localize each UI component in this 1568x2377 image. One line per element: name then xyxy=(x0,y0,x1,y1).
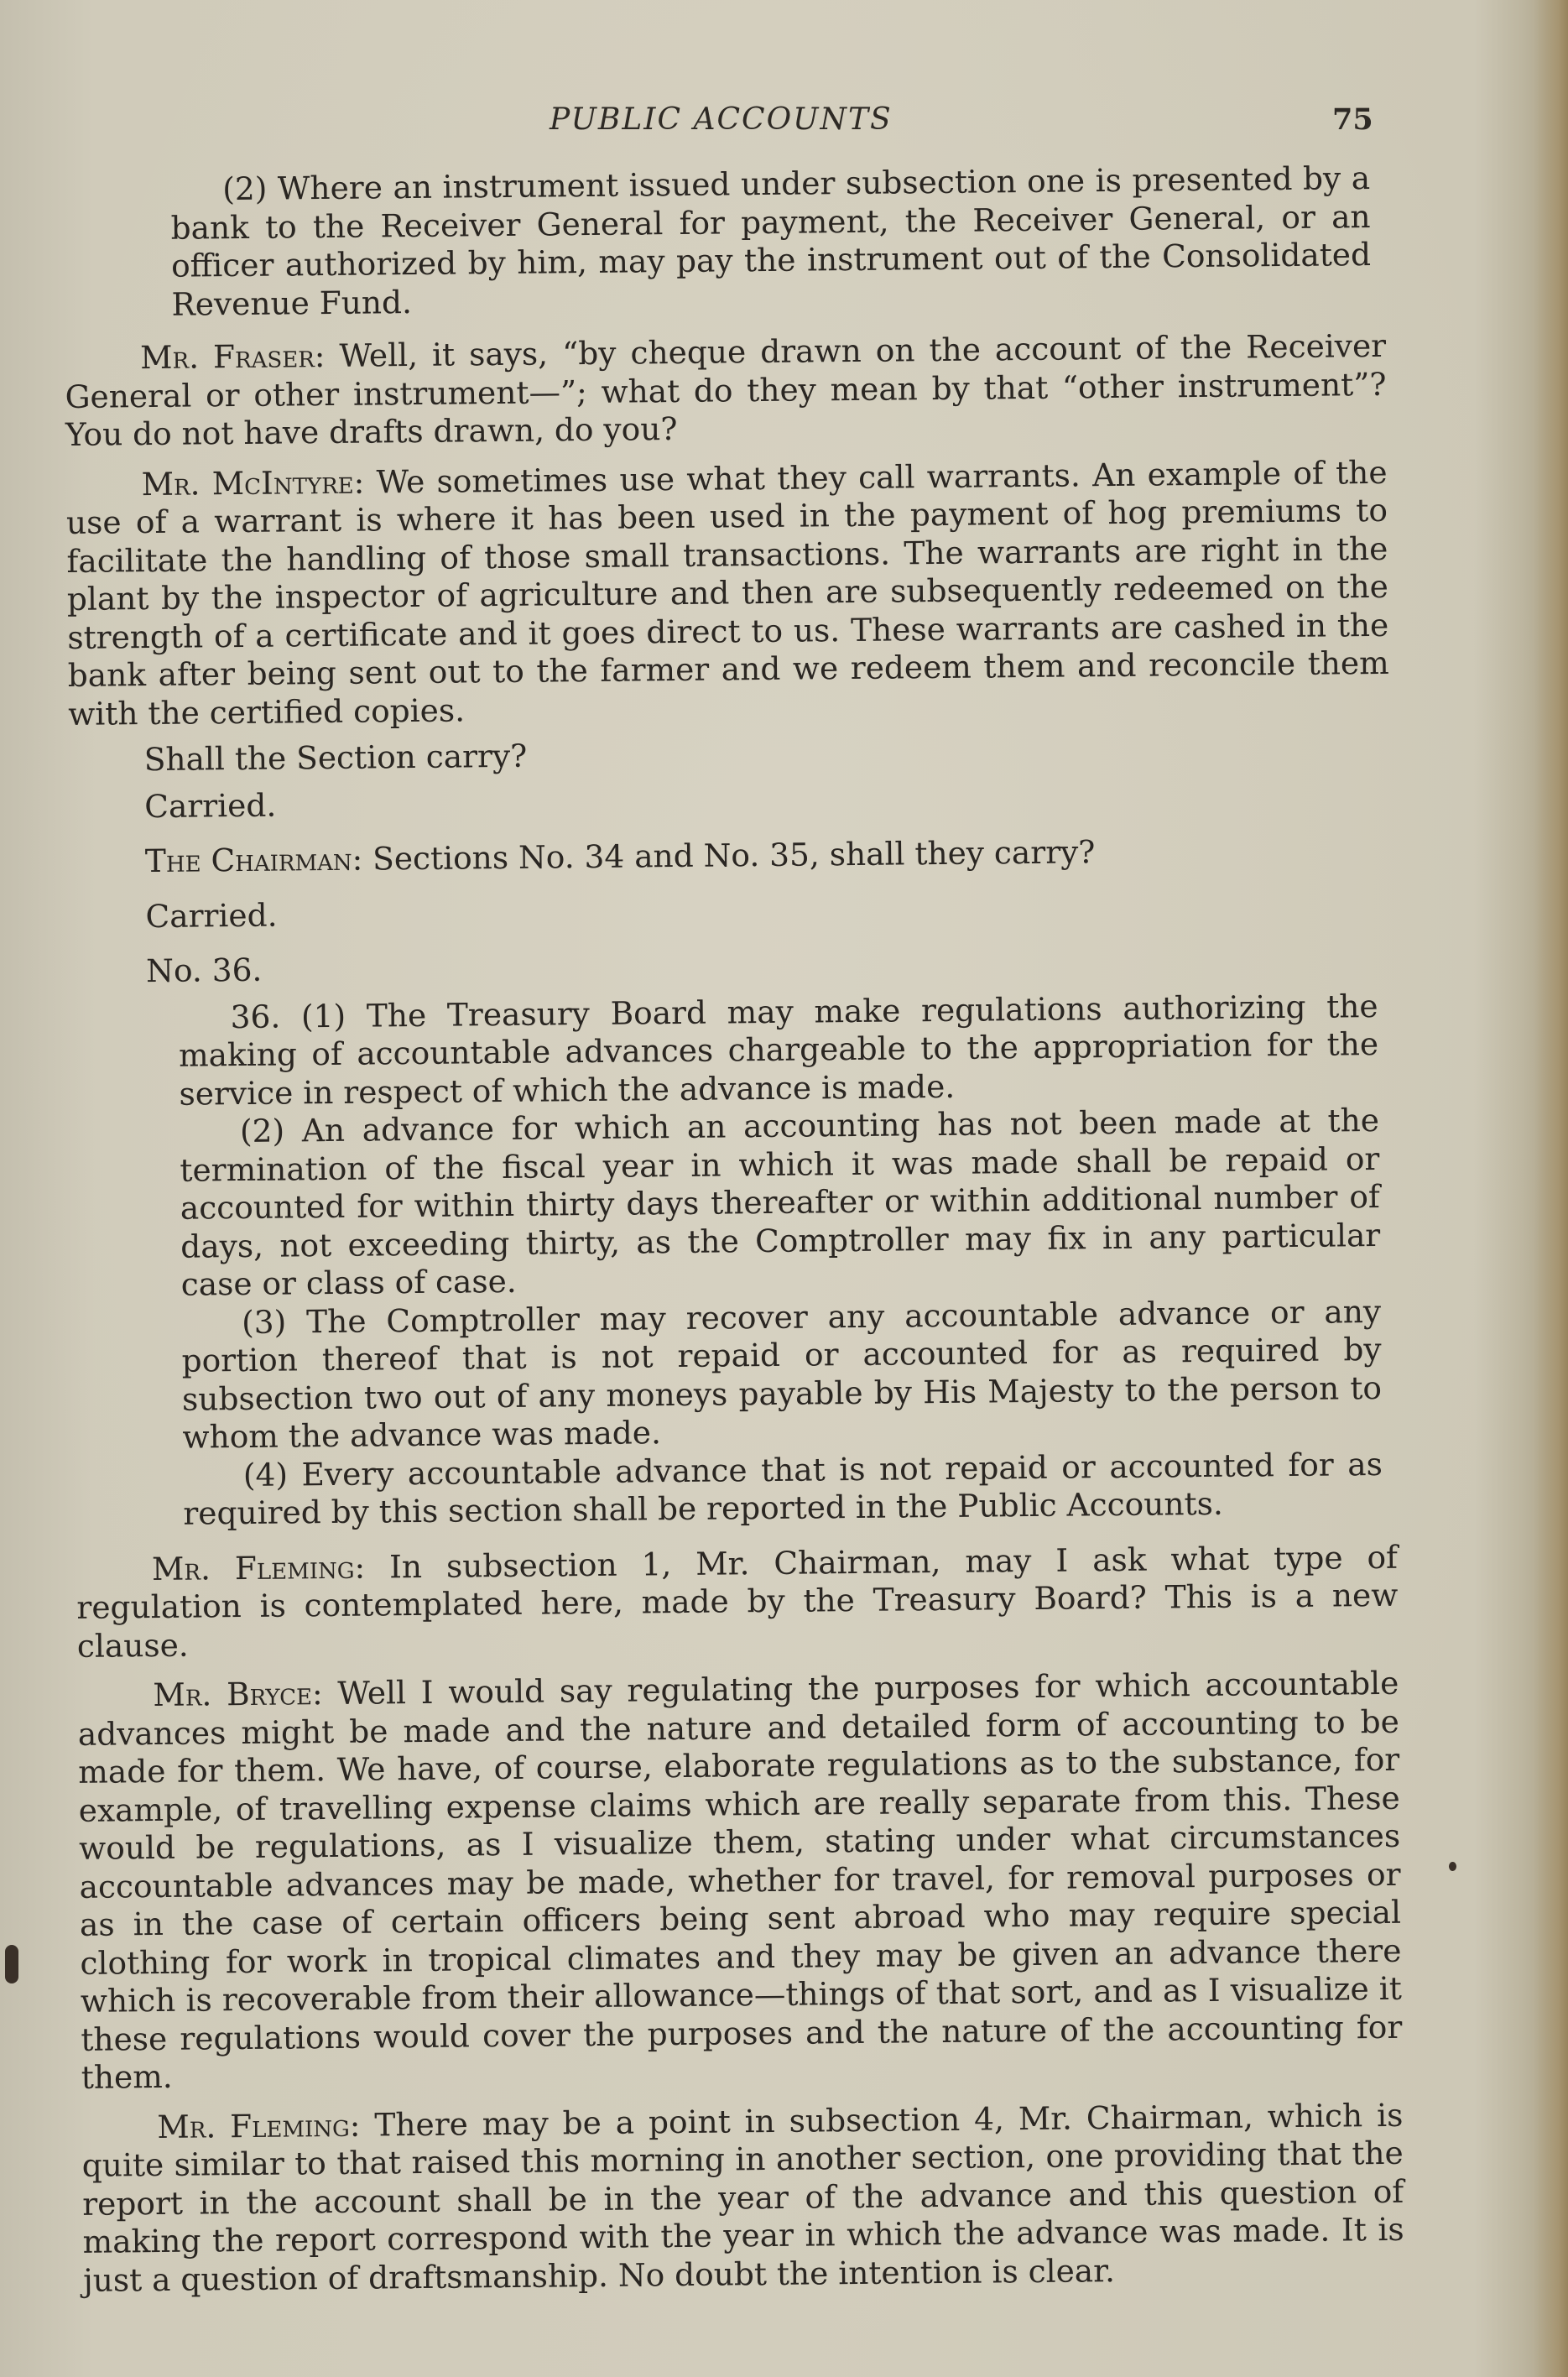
quoted-subsection xyxy=(74,1292,1383,1457)
quoted-subsection xyxy=(76,1445,1383,1534)
speech-text: Well I would say regulating the purposes for which accountable advances might be made and the nature and detailed form of accounting to be made for them. We have, of course, elaborate regulations as to the substance, for example, of travelling expense claims which are really separate from this. These would be regulations, as I visualize them, stating under what circumstances accountable advances may be made, whether for travel, for removal purposes or as in the case of certain officers being sent abroad who may require special clothing for work in tropical climates and they may be given an advance there which is recoverable from their allowance—things of that sort, and as I visualize it these regulations would cover the purposes and the nature of the accounting for them. xyxy=(77,1664,1403,2096)
procedural-line: Carried. xyxy=(144,786,277,825)
speaker-name: Mr. Fleming: xyxy=(151,1548,366,1587)
speech-text: There may be a point in subsection 4, Mr. Chairman, which is quite similar to that raised this morning in another section, one providing that the report in the account shall be in the year of the advance and this question of making the report correspond with the year in which the advance was made. It is just a question of draftsmanship. No doubt the intention is clear. xyxy=(81,2096,1404,2299)
section-number: No. 36. xyxy=(145,951,263,990)
page-body xyxy=(63,159,1404,2300)
quoted-subsection xyxy=(72,1102,1381,1305)
speaker-name: The Chairman: xyxy=(144,840,363,880)
page-number: 75 xyxy=(1332,102,1373,137)
speech-text: Sections No. 34 and No. 35, shall they carry? xyxy=(372,833,1096,878)
speech-text: In subsection 1, Mr. Chairman, may I ask what type of regulation is contemplated here, made by the Treasury Board? This is a new clause. xyxy=(76,1538,1399,1665)
speaker-name: Mr. Fleming: xyxy=(157,2106,361,2145)
speaker-name: Mr. McIntyre: xyxy=(141,463,365,503)
running-head: PUBLIC ACCOUNTS xyxy=(550,102,893,137)
quote-text: (2) An advance for which an accounting has not been made at the termination of the fiscal year in which it was made shall be repaid or accounted for within thirty days thereafter or within additional number of days, not exceeding thirty, as the Comptroller may fix in any particular case or class of case. xyxy=(180,1101,1381,1303)
quote-text: (4) Every accountable advance that is not repaid or accounted for as required by this section shall be reported in the Public Accounts. xyxy=(183,1445,1383,1532)
speech-paragraph xyxy=(70,831,1391,882)
speech-text: Well, it says, “by cheque drawn on the account of the Receiver General or other instrument—”; what do they mean by that “other instrument”? You do not have drafts drawn, do you? xyxy=(65,326,1387,453)
speaker-name: Mr. Bryce: xyxy=(153,1675,323,1714)
ink-speck xyxy=(5,1945,18,1983)
procedural-line: Carried. xyxy=(145,896,278,935)
speech-text: We sometimes use what they call warrants. An example of the use of a warrant is where it has been used in the payment of hog premiums to facilitate the handling of those small transactions. The warrants are right in the plant by the inspector of agriculture and then are subsequently redeemed on the strength of a certificate and it goes direct to us. These warrants are cashed in the bank after being sent out to the farmer and we redeem them and reconcile them with the certified copies. xyxy=(65,453,1389,732)
quote-text: 36. (1) The Treasury Board may make regulations authorizing the making of accountable advances chargeable to the appropriation for the service in respect of which the advance is made. xyxy=(178,987,1379,1113)
speaker-name: Mr. Fraser: xyxy=(139,337,326,377)
quoted-subsection xyxy=(70,987,1378,1113)
speech-paragraph xyxy=(76,1538,1399,1665)
page-header xyxy=(0,102,1568,144)
page-binding-shadow xyxy=(1534,0,1568,2377)
speech-paragraph xyxy=(77,1665,1403,2098)
quoted-subsection xyxy=(63,159,1372,325)
procedural-line: Shall the Section carry? xyxy=(143,737,528,779)
quote-text: (3) The Comptroller may recover any accountable advance or any portion thereof that is not repaid or accounted for as required by subsection two out of any moneys payable by His Majesty to the person to whom the advance was made. xyxy=(181,1292,1383,1456)
speech-paragraph xyxy=(65,453,1389,733)
quote-text: (2) Where an instrument issued under subsection one is presented by a bank to the Receiver General for payment, the Receiver General, or an officer authorized by him, may pay the instrument out of the Consolidated Revenue Fund. xyxy=(170,159,1372,323)
ink-speck xyxy=(1449,1862,1456,1871)
speech-paragraph xyxy=(65,327,1387,455)
speech-paragraph xyxy=(81,2096,1404,2300)
